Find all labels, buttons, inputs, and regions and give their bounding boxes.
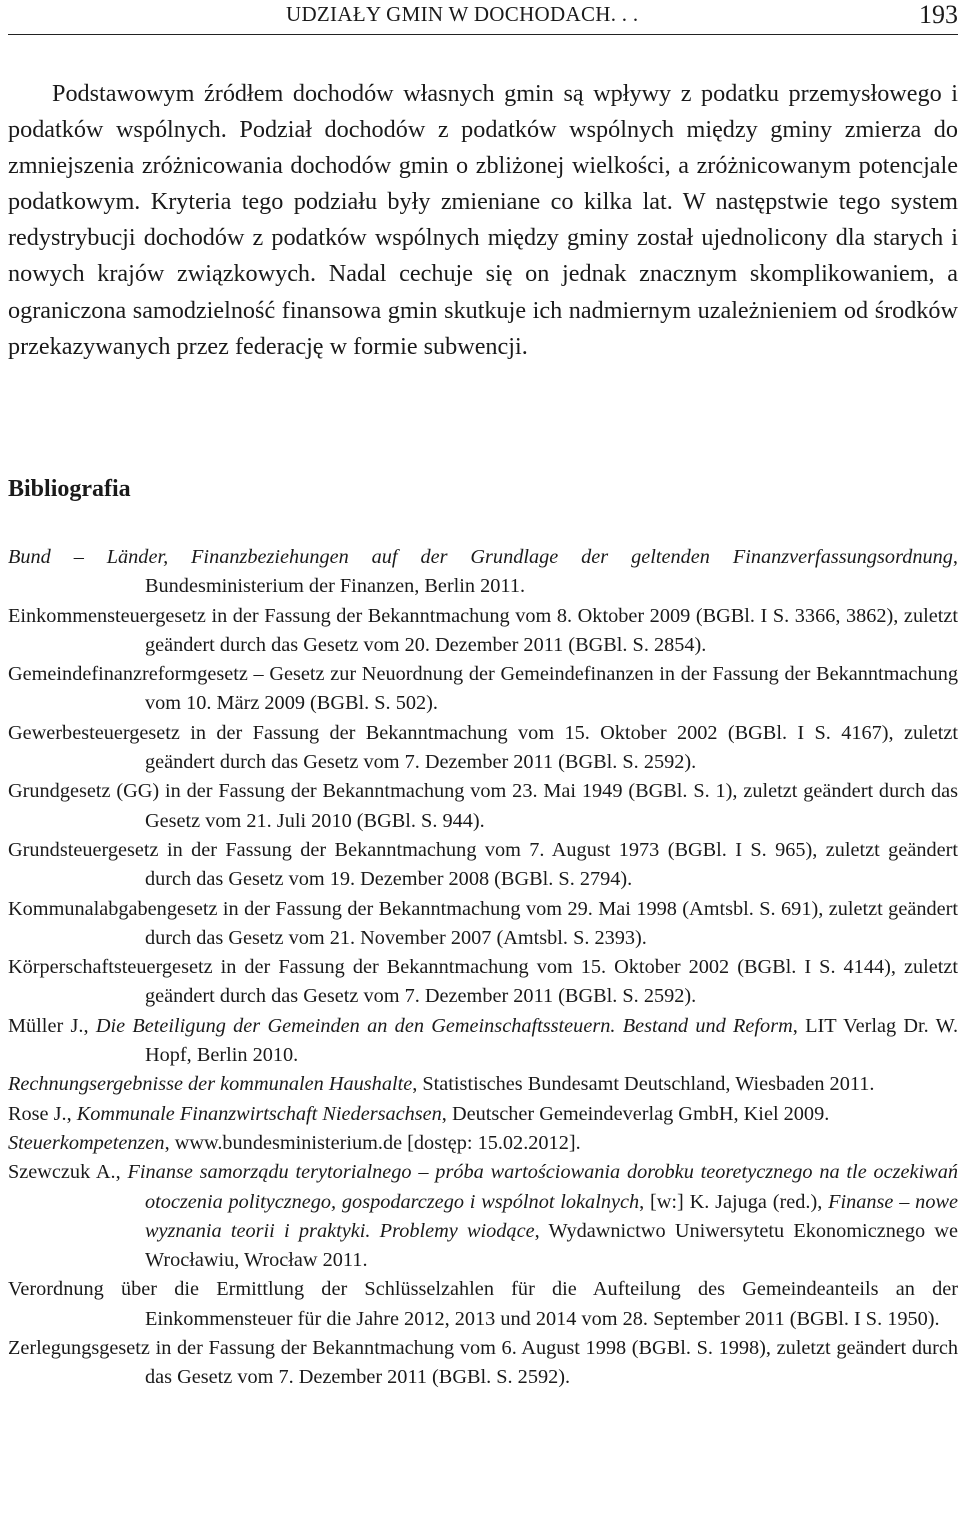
- entry-text: , www.bundesministerium.de [dostęp: 15.02.2012].: [164, 1131, 581, 1154]
- entry-text: Körperschaftsteuergesetz in der Fassung der Bekanntmachung vom 15. Oktober 2002 (BGBl. I S. 4144), zuletzt geändert durch das Gesetz vom 7. Dezember 2011 (BGBl. S. 2592).: [8, 956, 958, 1008]
- entry-text: Szewczuk A.,: [8, 1161, 128, 1184]
- entry-title-text: Bund – Länder, Finanzbeziehungen auf der Grundlage der geltenden Finanzverfassungsordnung: [8, 546, 953, 568]
- entry-title-text: Rechnungsergebnisse der kommunalen Haushalte: [8, 1073, 413, 1096]
- body-paragraph: Podstawowym źródłem dochodów własnych gmin są wpływy z podatku przemysłowego i podatków wspólnych. Podział dochodów z podatków wspólnych między gminy zmierza do zmniejszenia zróżnicowania dochodów gmin o zbliżonej wielkości, a zróżnicowanym potencjale podatkowym. Kryteria tego podziału były zmieniane co kilka lat. W następstwie tego system redystrybucji dochodów z podatków wspólnych między gminy został ujednolicony dla starych i nowych krajów związkowych. Nadal cechuje się on jednak znacznym skomplikowaniem, a ograniczona samodzielność finansowa gmin skutkuje ich nadmiernym uzależnieniem od środków przekazywanych przez federację w formie subwencji.: [8, 80, 958, 360]
- entry-text: , Deutscher Gemeindeverlag GmbH, Kiel 2009.: [441, 1102, 830, 1125]
- bibliography-entry: [8, 602, 958, 661]
- entry-text: Rose J.,: [8, 1102, 77, 1125]
- entry-text: , Bundesministerium der Finanzen, Berlin 2011.: [145, 546, 958, 598]
- entry-text: Müller J.,: [8, 1014, 96, 1037]
- bibliography-entry: [8, 1012, 958, 1071]
- bibliography-entry: [8, 543, 958, 602]
- entry-text: , Wydawnictwo Uniwersytetu Ekonomicznego we Wrocławiu, Wrocław 2011.: [145, 1219, 959, 1272]
- bibliography-entry: [8, 836, 958, 895]
- entry-text: , Statistisches Bundesamt Deutschland, Wiesbaden 2011.: [412, 1073, 875, 1096]
- running-title: UDZIAŁY GMIN W DOCHODACH. . .: [286, 2, 639, 26]
- bibliography-entry: [8, 1158, 958, 1275]
- bibliography-entry: [8, 1100, 958, 1129]
- entry-title-text: Finanse – nowe wyznania teorii i praktyki. Problemy wiodące: [145, 1190, 958, 1242]
- entry-text: , LIT Verlag Dr. W. Hopf, Berlin 2010.: [145, 1014, 959, 1067]
- bibliography-entry: [8, 895, 958, 954]
- bibliography-entry: [8, 1129, 958, 1158]
- entry-title-text: Die Beteiligung der Gemeinden an den Gemeinschaftssteuern. Bestand und Reform: [95, 1014, 793, 1037]
- page-number: 193: [919, 0, 958, 29]
- entry-text: Grundgesetz (GG) in der Fassung der Bekanntmachung vom 23. Mai 1949 (BGBl. S. 1), zuletzt geändert durch das Gesetz vom 21. Juli 2010 (BGBl. S. 944).: [8, 780, 958, 832]
- entry-text: Gewerbesteuergesetz in der Fassung der Bekanntmachung vom 15. Oktober 2002 (BGBl. I S. 4167), zuletzt geändert durch das Gesetz vom 7. Dezember 2011 (BGBl. S. 2592).: [8, 721, 958, 774]
- bibliography-entry: [8, 953, 958, 1012]
- bibliography-entry: [8, 1070, 958, 1099]
- bibliography-entry: [8, 660, 958, 719]
- entry-title-text: Steuerkompetenzen: [8, 1131, 165, 1154]
- bibliography-entry: [8, 777, 958, 836]
- entry-text: , [w:] K. Jajuga (red.),: [639, 1190, 829, 1213]
- entry-text: Verordnung über die Ermittlung der Schlüsselzahlen für die Aufteilung des Gemeindeanteils an der Einkommensteuer für die Jahre 2012, 2013 und 2014 vom 28. September 2011 (BGBl. I S. 1950).: [8, 1278, 958, 1330]
- entry-text: Einkommensteuergesetz in der Fassung der Bekanntmachung vom 8. Oktober 2009 (BGBl. I S. 3366, 3862), zuletzt geändert durch das Gesetz vom 20. Dezember 2011 (BGBl. S. 2854).: [8, 604, 958, 656]
- running-header: [8, 0, 958, 35]
- entry-title-text: Finanse samorządu terytorialnego – próba wartościowania dorobku teoretycznego na tle oczekiwań otoczenia politycznego, gospodarczego i wspólnot lokalnych: [127, 1161, 958, 1213]
- entry-text: Grundsteuergesetz in der Fassung der Bekanntmachung vom 7. August 1973 (BGBl. I S. 965), zuletzt geändert durch das Gesetz vom 19. Dezember 2008 (BGBl. S. 2794).: [8, 838, 958, 891]
- bibliography-entry: [8, 1334, 958, 1393]
- bibliography-entry: [8, 1275, 958, 1334]
- entry-text: Zerlegungsgesetz in der Fassung der Bekanntmachung vom 6. August 1998 (BGBl. S. 1998), zuletzt geändert durch das Gesetz vom 7. Dezember 2011 (BGBl. S. 2592).: [8, 1337, 958, 1389]
- entry-text: Kommunalabgabengesetz in der Fassung der Bekanntmachung vom 29. Mai 1998 (Amtsbl. S. 691), zuletzt geändert durch das Gesetz vom 21. November 2007 (Amtsbl. S. 2393).: [8, 897, 958, 949]
- entry-text: Gemeindefinanzreformgesetz – Gesetz zur Neuordnung der Gemeindefinanzen in der Fassung der Bekanntmachung vom 10. März 2009 (BGBl. S. 502).: [8, 663, 958, 715]
- entry-title-text: Kommunale Finanzwirtschaft Niedersachsen: [76, 1102, 442, 1125]
- bibliography-entry: [8, 719, 958, 778]
- bibliography-list: [8, 543, 958, 1393]
- bibliography-heading: Bibliografia: [8, 476, 131, 502]
